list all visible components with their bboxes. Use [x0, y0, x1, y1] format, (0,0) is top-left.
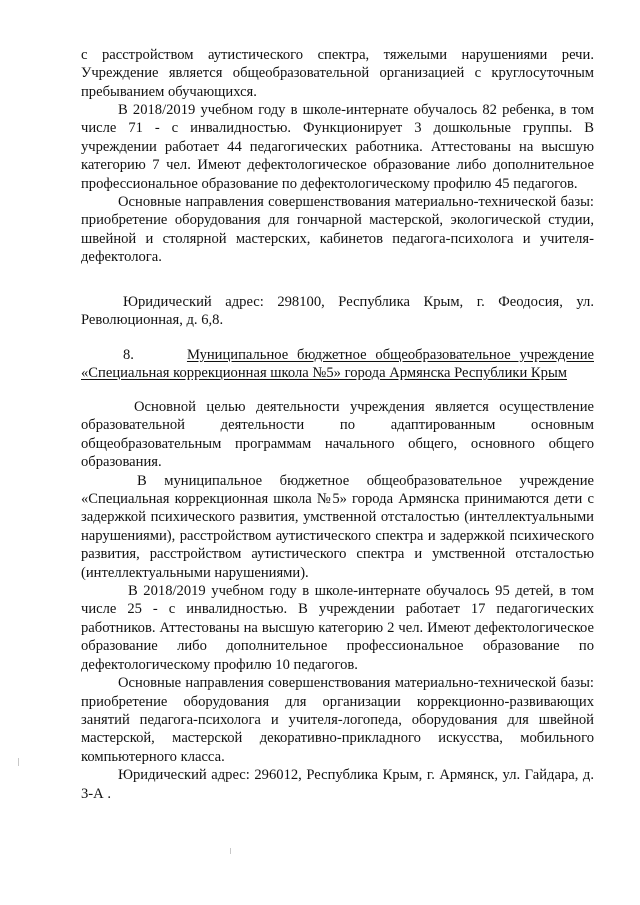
- school8-directions-paragraph: Основные направления совершенствования материально-технической базы: приобретение оборудования для организации коррекционно-развивающих занятий педагога-психолога и учителя-логопеда, оборудования для швейной мастерской, мастерской декоративно-прикладного искусства, мобильного компьютерного класса.: [81, 675, 594, 765]
- scan-margin-mark: [18, 758, 19, 766]
- school8-stats-paragraph: В 2018/2019 учебном году в школе-интернате обучалось 95 детей, в том числе 25 - с инвалидностью. В учреждении работает 17 педагогических работников. Аттестованы на высшую категорию 2 чел. Имеют дефектологическое образование либо дополнительное профессиональное образование по дефектологическому профилю 10 педагогов.: [81, 583, 594, 673]
- intro-line-2: Учреждение является общеобразовательной организацией с круглосуточным пребыванием обучающихся.: [81, 65, 594, 100]
- school7-directions-paragraph: Основные направления совершенствования материально-технической базы: приобретение оборудования для гончарной мастерской, экологической студии, швейной и столярной мастерских, кабинетов педагога-психолога и учителя-дефектолога.: [81, 194, 594, 266]
- school8-title-line-2: «Специальная коррекционная школа №5» города Армянска Республики Крым: [81, 365, 567, 381]
- school8-title-line-1: Муниципальное бюджетное общеобразовательное учреждение: [186, 347, 594, 363]
- school8-heading-line-2: [81, 364, 594, 382]
- school7-address-block: [81, 293, 594, 330]
- school8-admission-paragraph: В муниципальное бюджетное общеобразовательное учреждение «Специальная коррекционная школа №5» города Армянска принимаются дети с задержкой психического развития, умственной отсталостью (интеллектуальными нарушениями), расстройством аутистического спектра и задержкой психического развития, расстройством аутистического спектра и умственной отсталостью (интеллектуальными нарушениями).: [81, 472, 594, 581]
- school8-address: Юридический адрес: 296012, Республика Крым, г. Армянск, ул. Гайдара, д. 3-А .: [81, 767, 594, 802]
- school7-address: Юридический адрес: 298100, Республика Крым, г. Феодосия, ул. Революционная, д. 6,8.: [81, 294, 594, 329]
- school7-stats-paragraph: В 2018/2019 учебном году в школе-интернате обучалось 82 ребенка, в том числе 71 - с инвалидностью. Функционирует 3 дошкольные группы. В учреждении работает 44 педагогических работника. Аттестованы на высшую категорию 7 чел. Имеют дефектологическое образование либо дополнительное профессиональное образование по дефектологическому профилю 45 педагогов.: [81, 102, 594, 192]
- intro-line-1: с расстройством аутистического спектра, тяжелыми нарушениями речи.: [81, 47, 594, 63]
- school8-body: [81, 398, 594, 803]
- school8-heading-line-1: [81, 346, 594, 364]
- intro-paragraph: [81, 46, 594, 101]
- school8-goal-paragraph: Основной целью деятельности учреждения является осуществление образовательной деятельности по адаптированным основным общеобразовательным программам начального общего, основного общего образования.: [81, 399, 594, 471]
- school7-section: [81, 101, 594, 267]
- school8-section-number: 8.: [123, 347, 134, 363]
- scan-speck: [230, 848, 231, 854]
